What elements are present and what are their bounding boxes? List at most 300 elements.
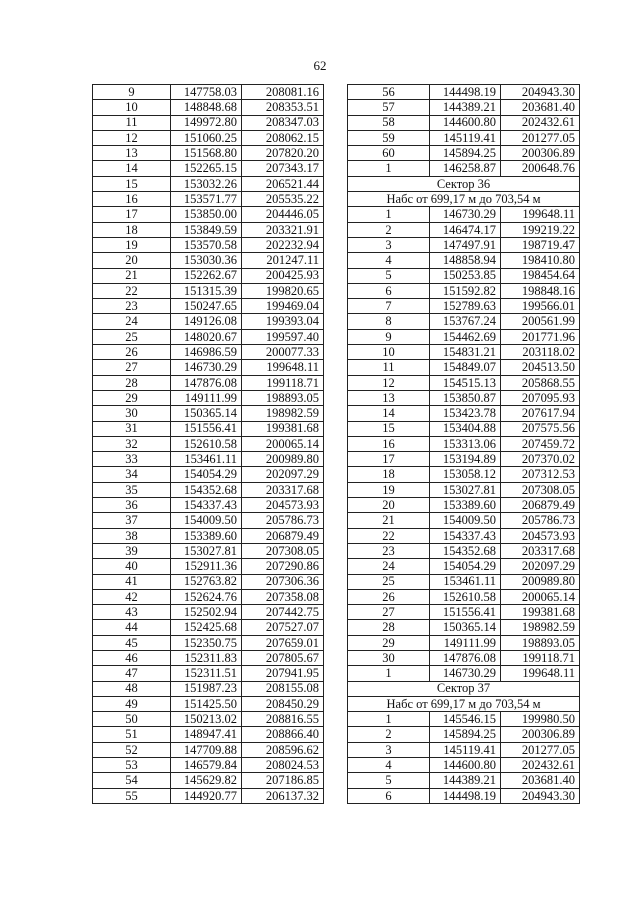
table-row — [93, 727, 324, 742]
y-coordinate: 208155.08 — [242, 681, 324, 696]
point-number: 41 — [93, 574, 171, 589]
point-number: 29 — [348, 635, 430, 650]
table-row — [348, 758, 580, 773]
table-row — [348, 482, 580, 497]
table-row — [93, 85, 324, 100]
point-number: 31 — [93, 421, 171, 436]
x-coordinate: 151592.82 — [430, 283, 501, 298]
point-number: 2 — [348, 222, 430, 237]
point-number: 27 — [348, 605, 430, 620]
table-row — [348, 528, 580, 543]
y-coordinate: 207306.36 — [242, 574, 324, 589]
table-row — [348, 467, 580, 482]
table-row — [93, 742, 324, 757]
y-coordinate: 206521.44 — [242, 176, 324, 191]
point-number: 4 — [348, 758, 430, 773]
table-row — [93, 222, 324, 237]
table-row — [93, 406, 324, 421]
y-coordinate: 201277.05 — [501, 742, 580, 757]
x-coordinate: 154337.43 — [430, 528, 501, 543]
x-coordinate: 152624.76 — [171, 589, 242, 604]
x-coordinate: 149111.99 — [430, 635, 501, 650]
x-coordinate: 146730.29 — [430, 207, 501, 222]
y-coordinate: 207290.86 — [242, 559, 324, 574]
table-row — [348, 666, 580, 681]
y-coordinate: 198982.59 — [242, 406, 324, 421]
point-number: 33 — [93, 452, 171, 467]
y-coordinate: 199118.71 — [501, 650, 580, 665]
x-coordinate: 153389.60 — [171, 528, 242, 543]
point-number: 28 — [348, 620, 430, 635]
table-row — [348, 605, 580, 620]
y-coordinate: 199980.50 — [501, 712, 580, 727]
x-coordinate: 154515.13 — [430, 375, 501, 390]
y-coordinate: 207308.05 — [501, 482, 580, 497]
sector-title: Сектор 36 — [348, 176, 580, 191]
point-number: 17 — [348, 452, 430, 467]
x-coordinate: 144920.77 — [171, 788, 242, 803]
point-number: 48 — [93, 681, 171, 696]
y-coordinate: 199566.01 — [501, 299, 580, 314]
y-coordinate: 207186.85 — [242, 773, 324, 788]
x-coordinate: 153032.26 — [171, 176, 242, 191]
table-row — [348, 620, 580, 635]
table-row — [93, 559, 324, 574]
y-coordinate: 198719.47 — [501, 237, 580, 252]
y-coordinate: 205786.73 — [501, 513, 580, 528]
table-row — [348, 712, 580, 727]
x-coordinate: 150247.65 — [171, 299, 242, 314]
point-number: 16 — [348, 436, 430, 451]
x-coordinate: 146474.17 — [430, 222, 501, 237]
x-coordinate: 152265.15 — [171, 161, 242, 176]
x-coordinate: 152425.68 — [171, 620, 242, 635]
x-coordinate: 154009.50 — [171, 513, 242, 528]
y-coordinate: 200306.89 — [501, 146, 580, 161]
point-number: 8 — [348, 314, 430, 329]
point-number: 10 — [348, 345, 430, 360]
y-coordinate: 199648.11 — [501, 666, 580, 681]
y-coordinate: 198893.05 — [242, 390, 324, 405]
y-coordinate: 205786.73 — [242, 513, 324, 528]
x-coordinate: 148020.67 — [171, 329, 242, 344]
point-number: 25 — [348, 574, 430, 589]
sector-subtitle-row — [348, 192, 580, 207]
point-number: 2 — [348, 727, 430, 742]
x-coordinate: 147709.88 — [171, 742, 242, 757]
page-number: 62 — [313, 58, 327, 73]
x-coordinate: 148848.68 — [171, 100, 242, 115]
y-coordinate: 204943.30 — [501, 788, 580, 803]
y-coordinate: 203681.40 — [501, 773, 580, 788]
point-number: 5 — [348, 773, 430, 788]
point-number: 12 — [93, 130, 171, 145]
x-coordinate: 151425.50 — [171, 696, 242, 711]
table-row — [93, 467, 324, 482]
point-number: 36 — [93, 498, 171, 513]
point-number: 15 — [93, 176, 171, 191]
table-row — [93, 788, 324, 803]
point-number: 45 — [93, 635, 171, 650]
point-number: 52 — [93, 742, 171, 757]
point-number: 6 — [348, 283, 430, 298]
y-coordinate: 203681.40 — [501, 100, 580, 115]
x-coordinate: 154831.21 — [430, 345, 501, 360]
coordinates-table-right — [347, 84, 580, 804]
y-coordinate: 203321.91 — [242, 222, 324, 237]
point-number: 51 — [93, 727, 171, 742]
y-coordinate: 207527.07 — [242, 620, 324, 635]
point-number: 12 — [348, 375, 430, 390]
table-row — [93, 513, 324, 528]
x-coordinate: 153058.12 — [430, 467, 501, 482]
y-coordinate: 205535.22 — [242, 192, 324, 207]
point-number: 7 — [348, 299, 430, 314]
y-coordinate: 199648.11 — [501, 207, 580, 222]
table-row — [348, 589, 580, 604]
point-number: 4 — [348, 253, 430, 268]
point-number: 26 — [348, 589, 430, 604]
x-coordinate: 153027.81 — [171, 543, 242, 558]
y-coordinate: 207459.72 — [501, 436, 580, 451]
point-number: 25 — [93, 329, 171, 344]
table-row — [348, 253, 580, 268]
table-row — [348, 574, 580, 589]
table-row — [348, 299, 580, 314]
y-coordinate: 199381.68 — [501, 605, 580, 620]
point-number: 35 — [93, 482, 171, 497]
table-row — [93, 146, 324, 161]
x-coordinate: 153850.00 — [171, 207, 242, 222]
y-coordinate: 203317.68 — [501, 543, 580, 558]
x-coordinate: 146986.59 — [171, 345, 242, 360]
table-row — [93, 115, 324, 130]
point-number: 44 — [93, 620, 171, 635]
table-row — [93, 589, 324, 604]
point-number: 20 — [93, 253, 171, 268]
x-coordinate: 154009.50 — [430, 513, 501, 528]
y-coordinate: 206879.49 — [501, 498, 580, 513]
table-row — [348, 130, 580, 145]
y-coordinate: 198454.64 — [501, 268, 580, 283]
table-row — [93, 329, 324, 344]
x-coordinate: 151556.41 — [430, 605, 501, 620]
coordinates-table-left — [92, 84, 324, 804]
y-coordinate: 208866.40 — [242, 727, 324, 742]
x-coordinate: 147876.08 — [430, 650, 501, 665]
x-coordinate: 146730.29 — [430, 666, 501, 681]
x-coordinate: 152502.94 — [171, 605, 242, 620]
table-row — [348, 727, 580, 742]
point-number: 14 — [348, 406, 430, 421]
point-number: 6 — [348, 788, 430, 803]
table-row — [348, 329, 580, 344]
x-coordinate: 154054.29 — [171, 467, 242, 482]
point-number: 1 — [348, 207, 430, 222]
x-coordinate: 146730.29 — [171, 360, 242, 375]
y-coordinate: 204573.93 — [242, 498, 324, 513]
y-coordinate: 198848.16 — [501, 283, 580, 298]
point-number: 30 — [348, 650, 430, 665]
x-coordinate: 152610.58 — [171, 436, 242, 451]
x-coordinate: 146579.84 — [171, 758, 242, 773]
point-number: 26 — [93, 345, 171, 360]
y-coordinate: 204513.50 — [501, 360, 580, 375]
table-row — [348, 237, 580, 252]
point-number: 58 — [348, 115, 430, 130]
point-number: 28 — [93, 375, 171, 390]
table-row — [93, 375, 324, 390]
table-row — [348, 345, 580, 360]
x-coordinate: 153767.24 — [430, 314, 501, 329]
sector-title: Сектор 37 — [348, 681, 580, 696]
y-coordinate: 200306.89 — [501, 727, 580, 742]
x-coordinate: 147758.03 — [171, 85, 242, 100]
table-row — [348, 222, 580, 237]
x-coordinate: 152350.75 — [171, 635, 242, 650]
table-row — [93, 299, 324, 314]
point-number: 23 — [348, 543, 430, 558]
y-coordinate: 207617.94 — [501, 406, 580, 421]
table-row — [348, 543, 580, 558]
y-coordinate: 208347.03 — [242, 115, 324, 130]
table-row — [93, 712, 324, 727]
y-coordinate: 207312.53 — [501, 467, 580, 482]
y-coordinate: 204573.93 — [501, 528, 580, 543]
table-row — [348, 742, 580, 757]
point-number: 1 — [348, 666, 430, 681]
y-coordinate: 207308.05 — [242, 543, 324, 558]
x-coordinate: 151556.41 — [171, 421, 242, 436]
x-coordinate: 148858.94 — [430, 253, 501, 268]
x-coordinate: 145119.41 — [430, 130, 501, 145]
y-coordinate: 207358.08 — [242, 589, 324, 604]
point-number: 19 — [93, 237, 171, 252]
x-coordinate: 153389.60 — [430, 498, 501, 513]
y-coordinate: 202097.29 — [501, 559, 580, 574]
point-number: 3 — [348, 742, 430, 757]
point-number: 53 — [93, 758, 171, 773]
x-coordinate: 154849.07 — [430, 360, 501, 375]
point-number: 56 — [348, 85, 430, 100]
table-row — [93, 543, 324, 558]
table-row — [93, 620, 324, 635]
y-coordinate: 200425.93 — [242, 268, 324, 283]
x-coordinate: 147497.91 — [430, 237, 501, 252]
y-coordinate: 204943.30 — [501, 85, 580, 100]
point-number: 13 — [93, 146, 171, 161]
point-number: 29 — [93, 390, 171, 405]
table-row — [348, 115, 580, 130]
y-coordinate: 201771.96 — [501, 329, 580, 344]
point-number: 42 — [93, 589, 171, 604]
x-coordinate: 152610.58 — [430, 589, 501, 604]
point-number: 22 — [93, 283, 171, 298]
y-coordinate: 208816.55 — [242, 712, 324, 727]
table-row — [93, 390, 324, 405]
x-coordinate: 154352.68 — [171, 482, 242, 497]
table-row — [348, 146, 580, 161]
x-coordinate: 153461.11 — [171, 452, 242, 467]
point-number: 9 — [348, 329, 430, 344]
point-number: 11 — [93, 115, 171, 130]
table-row — [348, 421, 580, 436]
y-coordinate: 207941.95 — [242, 666, 324, 681]
y-coordinate: 198893.05 — [501, 635, 580, 650]
y-coordinate: 202232.94 — [242, 237, 324, 252]
x-coordinate: 144498.19 — [430, 85, 501, 100]
y-coordinate: 199219.22 — [501, 222, 580, 237]
point-number: 11 — [348, 360, 430, 375]
table-row — [93, 635, 324, 650]
table-row — [93, 605, 324, 620]
table-row — [348, 513, 580, 528]
x-coordinate: 153570.58 — [171, 237, 242, 252]
y-coordinate: 200065.14 — [242, 436, 324, 451]
table-row — [93, 574, 324, 589]
x-coordinate: 150213.02 — [171, 712, 242, 727]
x-coordinate: 145894.25 — [430, 146, 501, 161]
y-coordinate: 208450.29 — [242, 696, 324, 711]
point-number: 3 — [348, 237, 430, 252]
y-coordinate: 203118.02 — [501, 345, 580, 360]
y-coordinate: 199597.40 — [242, 329, 324, 344]
y-coordinate: 206879.49 — [242, 528, 324, 543]
table-row — [93, 345, 324, 360]
x-coordinate: 153030.36 — [171, 253, 242, 268]
point-number: 39 — [93, 543, 171, 558]
x-coordinate: 144600.80 — [430, 115, 501, 130]
point-number: 60 — [348, 146, 430, 161]
table-row — [93, 696, 324, 711]
y-coordinate: 199381.68 — [242, 421, 324, 436]
point-number: 23 — [93, 299, 171, 314]
x-coordinate: 148947.41 — [171, 727, 242, 742]
y-coordinate: 200561.99 — [501, 314, 580, 329]
table-row — [348, 360, 580, 375]
sector-subtitle-row — [348, 696, 580, 711]
table-row — [93, 314, 324, 329]
sector-title-row — [348, 681, 580, 696]
sector-title-row — [348, 176, 580, 191]
y-coordinate: 207095.93 — [501, 390, 580, 405]
table-row — [348, 498, 580, 513]
point-number: 21 — [348, 513, 430, 528]
y-coordinate: 207442.75 — [242, 605, 324, 620]
x-coordinate: 152911.36 — [171, 559, 242, 574]
table-row — [93, 650, 324, 665]
x-coordinate: 152311.83 — [171, 650, 242, 665]
point-number: 27 — [93, 360, 171, 375]
table-row — [348, 559, 580, 574]
x-coordinate: 150365.14 — [171, 406, 242, 421]
x-coordinate: 144600.80 — [430, 758, 501, 773]
y-coordinate: 208024.53 — [242, 758, 324, 773]
x-coordinate: 150365.14 — [430, 620, 501, 635]
table-row — [348, 390, 580, 405]
y-coordinate: 205868.55 — [501, 375, 580, 390]
x-coordinate: 145894.25 — [430, 727, 501, 742]
x-coordinate: 151315.39 — [171, 283, 242, 298]
point-number: 10 — [93, 100, 171, 115]
table-row — [348, 375, 580, 390]
table-row — [348, 406, 580, 421]
x-coordinate: 145119.41 — [430, 742, 501, 757]
x-coordinate: 153461.11 — [430, 574, 501, 589]
point-number: 59 — [348, 130, 430, 145]
table-row — [93, 528, 324, 543]
point-number: 34 — [93, 467, 171, 482]
y-coordinate: 204446.05 — [242, 207, 324, 222]
table-row — [93, 773, 324, 788]
x-coordinate: 153849.59 — [171, 222, 242, 237]
y-coordinate: 199118.71 — [242, 375, 324, 390]
table-row — [348, 773, 580, 788]
table-row — [93, 268, 324, 283]
y-coordinate: 199820.65 — [242, 283, 324, 298]
table-row — [93, 482, 324, 497]
y-coordinate: 200989.80 — [501, 574, 580, 589]
y-coordinate: 200648.76 — [501, 161, 580, 176]
x-coordinate: 153571.77 — [171, 192, 242, 207]
y-coordinate: 199469.04 — [242, 299, 324, 314]
x-coordinate: 152311.51 — [171, 666, 242, 681]
point-number: 16 — [93, 192, 171, 207]
table-row — [93, 360, 324, 375]
point-number: 47 — [93, 666, 171, 681]
point-number: 49 — [93, 696, 171, 711]
point-number: 5 — [348, 268, 430, 283]
x-coordinate: 153194.89 — [430, 452, 501, 467]
y-coordinate: 207805.67 — [242, 650, 324, 665]
x-coordinate: 149972.80 — [171, 115, 242, 130]
x-coordinate: 152262.67 — [171, 268, 242, 283]
x-coordinate: 154054.29 — [430, 559, 501, 574]
x-coordinate: 152763.82 — [171, 574, 242, 589]
y-coordinate: 200077.33 — [242, 345, 324, 360]
table-row — [93, 207, 324, 222]
y-coordinate: 201247.11 — [242, 253, 324, 268]
y-coordinate: 198982.59 — [501, 620, 580, 635]
x-coordinate: 151568.80 — [171, 146, 242, 161]
table-row — [348, 207, 580, 222]
table-row — [93, 436, 324, 451]
point-number: 24 — [93, 314, 171, 329]
table-row — [93, 666, 324, 681]
table-row — [93, 452, 324, 467]
point-number: 43 — [93, 605, 171, 620]
x-coordinate: 154352.68 — [430, 543, 501, 558]
y-coordinate: 207343.17 — [242, 161, 324, 176]
x-coordinate: 144498.19 — [430, 788, 501, 803]
x-coordinate: 154337.43 — [171, 498, 242, 513]
table-row — [93, 283, 324, 298]
point-number: 57 — [348, 100, 430, 115]
sector-subtitle: Набс от 699,17 м до 703,54 м — [348, 696, 580, 711]
point-number: 14 — [93, 161, 171, 176]
x-coordinate: 153850.87 — [430, 390, 501, 405]
point-number: 46 — [93, 650, 171, 665]
y-coordinate: 202432.61 — [501, 115, 580, 130]
table-row — [348, 452, 580, 467]
point-number: 32 — [93, 436, 171, 451]
x-coordinate: 144389.21 — [430, 773, 501, 788]
y-coordinate: 200065.14 — [501, 589, 580, 604]
y-coordinate: 207370.02 — [501, 452, 580, 467]
table-row — [348, 268, 580, 283]
point-number: 22 — [348, 528, 430, 543]
x-coordinate: 144389.21 — [430, 100, 501, 115]
